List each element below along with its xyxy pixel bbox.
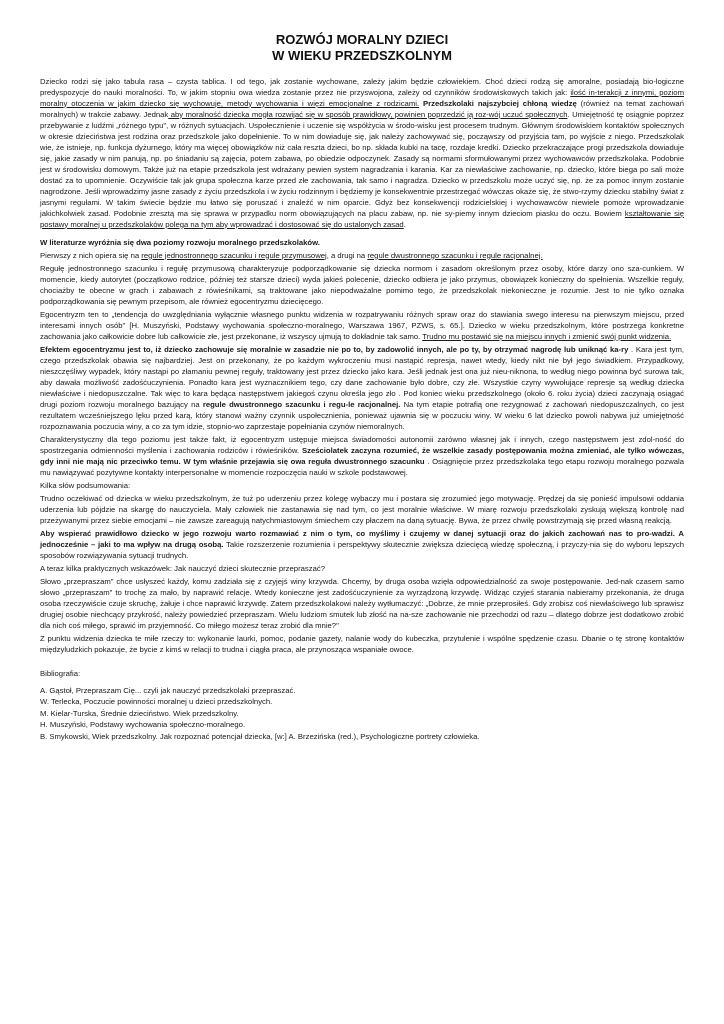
bibliography-item: B. Smykowski, Wiek przedszkolny. Jak rozpoznać potencjał dziecka, [w:] A. Brzezińska (red.), Psychologiczne portrety człowieka.	[40, 731, 480, 741]
text-span: Charakterystyczny dla tego poziomu jest także fakt, iż egocentryzm ustępuje miejsca świadomości autonomii zarówno własnej jak i innych, czego następstwem jest zdol-ność do spostrzegania odmienności myślenia i zachowania rodziców i rówieśników.	[40, 434, 684, 455]
paragraph-summary-heading: Kilka słów podsumowania:	[40, 480, 131, 490]
text-span: . Kara jest tym, czego przedszkolak obawia się najbardziej. Jest on przekonany, że po każdym wykroczeniu musi nastąpić represja, nawet wtedy, kiedy nikt nie był jego świadkiem. Przypadkowy, nieszczęśliwy wypadek, który nastąpi po złamaniu pewnej reguły, traktowany jest przez dziecko jako kara. Jeśli jednak jest ona już nieu-niknona, to według niego powinna być surowa tak, aby dawała możliwość zadośćuczynienia. Ponadto kara jest wyznacznikiem tego, czy dane zachowanie było dobre, czy złe. Wszystkie czyny wywołujące represje są według dziecka niewłaściwe i niedopuszczalne. Tak więc to kara będąca następstwem jakiegoś czynu określa jego zło . Pod koniec wieku przedszkolnego (około 6. roku życia) dzieci zaczynają osiągać drugi poziom rozwoju moralnego bazujący na	[40, 344, 684, 409]
paragraph-levels-heading: W literaturze wyróżnia się dwa poziomy rozwoju moralnego przedszkolaków.	[40, 237, 320, 247]
bibliography-item: A. Gąstoł, Przepraszam Cię... czyli jak nauczyć przedszkolaki przepraszać.	[40, 685, 296, 695]
text-span: Takie rozszerzenie rozumienia i perspektywy skutecznie zwiększa dziecięcą wiedzę społeczną, i przyczy-nia się do wyboru lepszych sposobów rozwiązywania sytuacji trudnych.	[40, 539, 684, 560]
text-span: Egocentryzm ten to „tendencja do uwzględniania wyłącznie własnego punktu widzenia w rozpatrywaniu różnych spraw oraz do stawiania swego interesu na pierwszym miejscu, przed interesami innych osób" [H. Muszyński, Podstawy wychowania społeczno-moralnego, Warszawa 1967, PZWS, s. 65.]. Dziecko w wieku przedszkolnym, które postrzega konkretne zachowania jako całkowicie dobre lub całkowicie złe, jest przekonane, iż wszyscy ujmują to dokładnie tak samo.	[40, 309, 684, 341]
underlined-text: ilość in-terakcji z innymi, poziom moralny otoczenia w jakim dziecko się wychowuje, metody wychowania i więzi emocjonalne z rodzicami.	[40, 87, 684, 108]
paragraph-effects	[40, 344, 684, 432]
underlined-text: kształtowanie się postawy moralnej u przedszkolaków polega na tym aby wprowadzać i dostosować się do ustalonych zasad	[40, 208, 684, 229]
paragraph-egocentrism	[40, 309, 684, 342]
text-span: Pierwszy z nich opiera się na	[40, 250, 142, 260]
text-span: . Osiągnięcie przez przedszkolaka tego etapu rozwoju moralnego pozwala mu nawiązywać pozytywne kontakty interpersonalne w momencie rozpoczęcia nauki w szkole podstawowej.	[40, 456, 685, 477]
bold-text: Efektem egocentryzmu jest to, iż dziecko zachowuje się moralnie w zasadzie nie po to, by zadowolić innych, ale po ty, by otrzymać nagrodę lub uniknąć ka-ry	[40, 344, 629, 354]
text-span: .	[403, 219, 406, 229]
paragraph-tips-heading: A teraz kilka praktycznych wskazówek: Jak nauczyć dzieci skutecznie przepraszać?	[40, 563, 325, 573]
bold-text: Sześciolatek zaczyna rozumieć, że wszelkie zasady postępowania można zmieniać, ale tylko wówczas, gdy inni nie mają nic przeciwko temu. W tym właśnie przejawia się owa reguła dwustronnego szacunku	[40, 445, 684, 466]
paragraph-apologizing: Słowo „przepraszam" chce usłyszeć każdy, komu zadziała się z czyjejś winy krzywda. Chcemy, by druga osoba wzięła odpowiedzialność za swoje postępowanie. Jed-nak czasem samo słowo „przepraszam" to trochę za mało, by naprawić relacje. Wtedy konieczne jest zadośćuczynienie za wyrządzoną krzywdę. Widząc czyjeś starania nabieramy przekonania, że druga osoba rzeczywiście czuje skruchę, żałuje i chce naprawić krzywdę. Zatem przedszkolakowi należy wytłumaczyć: „Dobrze, że mnie przeprosiłeś. Gdy zrobisz coś niewłaściwego lub sprawisz drugiej osobie niechcący przykrość, należy powiedzieć przepraszam. Wielu ludziom smutek lub złość na na-sze zachowanie nie przechodzi od razu – dlatego dobrze jest dodatkowo zrobić dla nich coś miłego, sprawić im przyjemność. Co miłego możesz teraz zrobić dla mnie?"	[40, 576, 684, 630]
text-span: , a drugi na	[326, 250, 368, 260]
title-line-1: ROZWÓJ MORALNY DZIECI	[275, 32, 449, 47]
text-span: . Umiejętność tę osiągnie poprzez przebywanie z ludźmi „różnego typu", w różnych sytuacjach. Uspołecznienie i uczenie się współżycia w środo-wisku jest procesem trudnym. Głównym środowiskiem kontaktów społecznych w okresie dzieciństwa jest rodzina oraz przedszkole jako dopełnienie. To w nim dowiaduje się, jak należy zachowywać się, począwszy od przyjścia tam, po wyjście z niego. Przedszkolak wie, że istnieje, np. funkcja dyżurnego, który ma więcej obowiązków niż cała reszta dzieci, bo np. składa kubki na tacę, rozdaje kredki. Dziecko przekraczające progi przedszkola dowiaduje się, jakie zasady w nim panują, np. po śniadaniu są zajęcia, potem zabawa, po obiedzie odpoczynek. Zasady są normami sformułowanymi przez wychowawców przedszkolaka. Podobnie jest w środowisku domowym. Także już na etapie przedszkola jest wdrażany pewien system nagradzania i karania. Kar za niewłaściwe zachowanie, np. dziecko, które biega po sali może dostać za to upomnienie. Oczywiście tak jak grupa społeczna karze przed złe zachowania, tak samo i nagradza. Dziecko w przedszkolu może uczyć się, np. że za pomoc innym zostanie nagrodzone. Jeśli wprowadzimy jasne zasady z życiu przedszkola i w życiu rodzinnym i będziemy je konsekwentnie przestrzegać wówczas okaże się, że stwo-rzymy dziecku stabilny świat z jasnymi regułami. W takim świecie będzie mu łatwo się poruszać i znaleźć w nim oparcie. Gdyż bez konsekwencji rodzicielskiej i wychowawców niewiele pomoże wprowadzanie jakichkolwiek zasad. Podobnie zresztą ma się sprawa w przypadku norm obowiązujących na placu zabaw, np. nie sy-piemy innym dzieciom piasku do oczu. Bowiem	[40, 109, 684, 218]
bibliography-item: M. Kielar-Turska, Średnie dzieciństwo. Wiek przedszkolny.	[40, 708, 239, 718]
bibliography-item: H. Muszyński, Podstawy wychowania społeczno-moralnego.	[40, 720, 246, 730]
text-span: Dziecko rodzi się jako tabula rasa – czysta tablica. I od tego, jak zostanie wychowane, zależy jakim będzie człowiekiem. Choć dzieci rodzą się amoralne, posiadają bio-logiczne predyspozycje do nauki moralności. To, w jakim stopniu owa wiedza zostanie przez nie przyswojona, zależy od czynników środowiskowych takich jak:	[40, 76, 684, 97]
text-span: (również na temat zachowań moralnych) w trakcie zabawy. Jednak	[40, 98, 684, 119]
paragraph-levels	[40, 250, 684, 261]
bold-text: Przedszkolaki najszybciej chłoną wiedzę	[423, 98, 577, 108]
bibliography-item: W. Terlecka, Poczucie powinności moralnej u dzieci przedszkolnych.	[40, 697, 273, 707]
underlined-text: regule jednostronnego szacunku i regule przymusowej	[141, 250, 327, 260]
underlined-text: aby moralność dziecka mogła rozwijać się w sposób prawidłowy, powinien poprzedzić ją roz-wój uczuć społecznych	[168, 109, 568, 119]
bibliography-heading: Bibliografia:	[40, 668, 81, 678]
page-title	[40, 32, 684, 65]
paragraph-support	[40, 528, 684, 561]
paragraph-nice-things: Z punktu widzenia dziecka te miłe rzeczy to: wykonanie laurki, pomoc, podanie gazety, nalanie wody do kubeczka, przytulenie i wspólne spędzenie czasu. Dbanie o tę stronę kontaktów międzyludzkich pokazuje, że bycie z kimś w relacji to trudna i ciągła praca, ale przynosząca wspaniałe owoce.	[40, 633, 684, 654]
bold-text: Aby wspierać prawidłowo dziecko w jego rozwoju warto rozmawiać z nim o tym, co myślimy i czujemy w danej sytuacji oraz do jakich zachowań nas to pro-wadzi. A jednocześnie – jaki to ma wpływ na drugą osobą.	[40, 528, 684, 549]
text-span: Na tym etapie potrafią one rezygnować z zachowań niedopuszczalnych, co jest rezultatem wcześniejszego lęku przed karą, który stanowi ważny czynnik uspołecznienia, ponieważ ujawnia się w poczuciu winy. W wieku 6 lat dziecko powoli nabywa już umiejętność rozpoznawania poczucia winy, a co za tym idzie, stopnio-wo zaprzestaje popełniania czynów niemoralnych.	[40, 399, 684, 431]
paragraph-summary: Trudno oczekiwać od dziecka w wieku przedszkolnym, że tuż po uderzeniu przez kolegę wybaczy mu i postara się zrozumieć jego motywację. Prędzej da się ponieść impulsowi oddania uderzenia lub pójdzie na skargę do nauczyciela. Mały człowiek nie zastanawia się nad tym, co jest moralnie właściwe. W miarę rozwoju przedszkolaki zyskują większą kontrolę nad przeżywanymi przez siebie emocjami – nie zawsze zareagują natychmiastowym śmiechem czy płaczem na daną sytuację. Bywa, że przez chwilę powstrzymają się przed własną reakcją.	[40, 493, 684, 525]
paragraph-characteristic	[40, 434, 684, 478]
underlined-text: regule dwustronnego szacunku i regule racjonalnej.	[367, 250, 543, 260]
paragraph-one-sided-respect: Regułę jednostronnego szacunku i regułę przymusową charakteryzuje podporządkowanie się dziecka normom i zasadom określonym przez osoby, które darzy ono sza-cunkiem. W momencie, kiedy autorytet (początkowo rodzice, później też starsze dzieci) wyda jakieś polecenie, dziecko odbiera je jako przymus, obowiązek konieczny do spełnienia. Wszelkie reguły, chociażby te obecne w grach i zabawach z rówieśnikami, są traktowane jako niepodważalne pomimo tego, że przedszkolak niekonieczne je rozumie. Jest to nie tylko oznaka podporządkowania się pewnym przepisom, ale również egocentryzmu dziecięcego.	[40, 263, 684, 306]
underlined-text: Trudno mu postawić się na miejscu innych i zmienić swój punkt widzenia.	[422, 331, 672, 341]
paragraph-intro	[40, 76, 684, 230]
bibliography	[40, 668, 684, 743]
bold-text: regule dwustronnego szacunku i regu-le racjonalnej.	[202, 399, 401, 409]
title-line-2: W WIEKU PRZEDSZKOLNYM	[272, 48, 452, 64]
